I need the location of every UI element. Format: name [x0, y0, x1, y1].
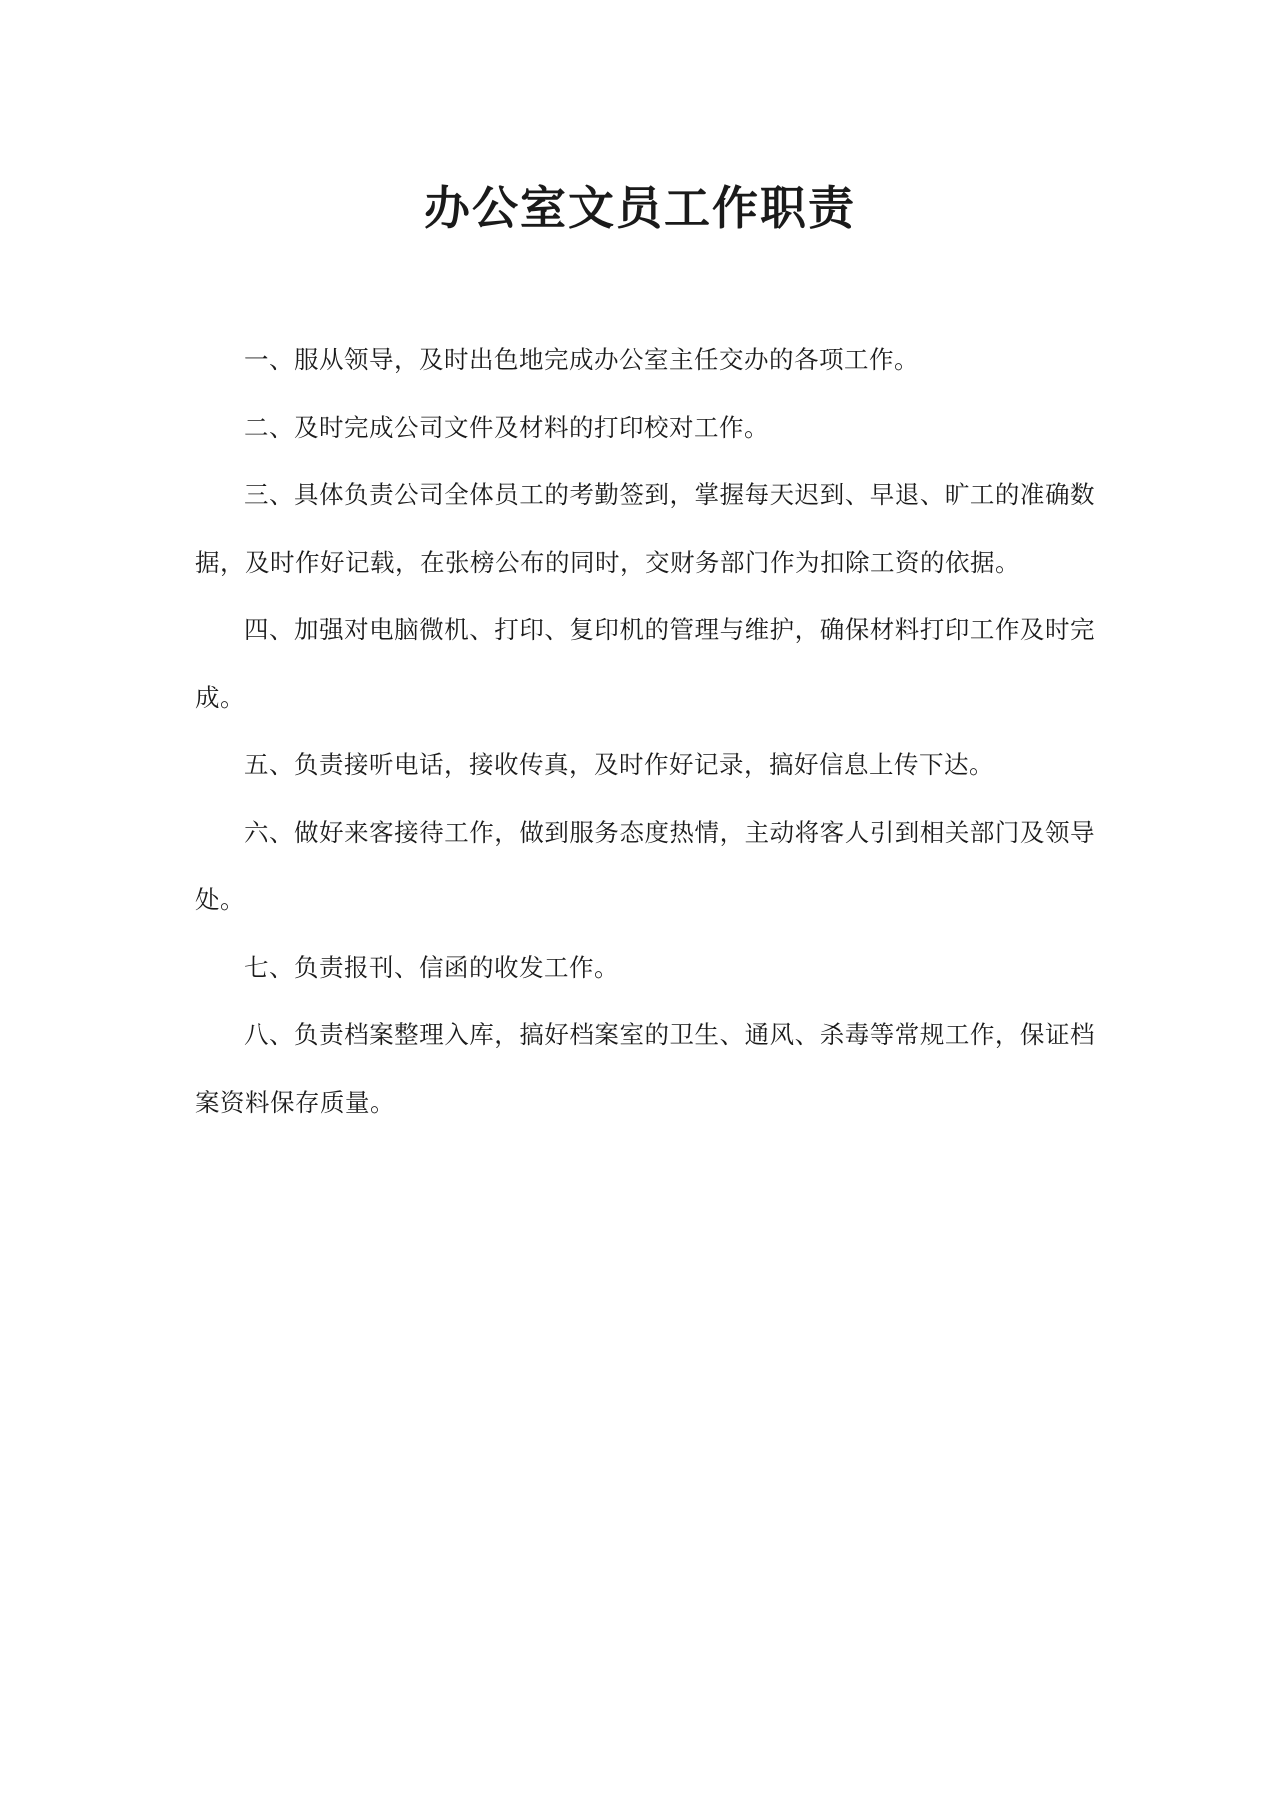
duty-item-7: 七、负责报刊、信函的收发工作。 [244, 952, 619, 982]
page-title: 办公室文员工作职责 [424, 181, 856, 235]
duty-item-4: 四、加强对电脑微机、打印、复印机的管理与维护，确保材料打印工作及时完成。 [195, 615, 1095, 712]
duty-item-8: 八、负责档案整理入库，搞好档案室的卫生、通风、杀毒等常规工作，保证档案资料保存质量。 [195, 1020, 1095, 1117]
duty-item-5: 五、负责接听电话，接收传真，及时作好记录，搞好信息上传下达。 [244, 750, 994, 779]
document-body [195, 326, 1095, 1136]
duty-item-6: 六、做好来客接待工作，做到服务态度热情，主动将客人引到相关部门及领导处。 [195, 817, 1095, 914]
duty-item-2: 二、及时完成公司文件及材料的打印校对工作。 [244, 412, 769, 442]
duty-item-3: 三、具体负责公司全体员工的考勤签到，掌握每天迟到、早退、旷工的准确数据，及时作好记载，在张榜公布的同时，交财务部门作为扣除工资的依据。 [195, 480, 1095, 577]
duty-item-1: 一、服从领导，及时出色地完成办公室主任交办的各项工作。 [244, 345, 919, 374]
